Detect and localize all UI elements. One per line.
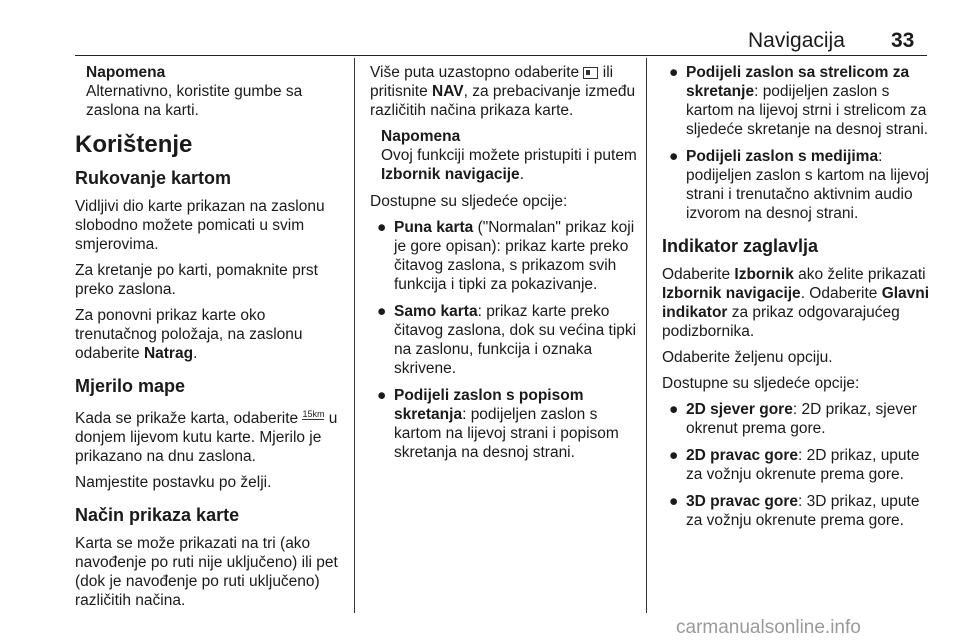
ui-term: Izbornik navigacije xyxy=(381,166,520,183)
bullet-icon: ● xyxy=(669,493,679,510)
list-item: ● 2D sjever gore: 2D prikaz, sjever okrenut prema gore. xyxy=(669,401,917,437)
watermark: carmanualsonline.info xyxy=(676,617,861,638)
paragraph: Odaberite željenu opciju. xyxy=(662,349,833,366)
header-rule xyxy=(75,55,927,56)
subsection-heading: Način prikaza karte xyxy=(75,505,240,526)
options-list xyxy=(662,400,930,530)
subsection-heading: Indikator zaglavlja xyxy=(662,236,819,256)
list-item: ● Samo karta: prikaz karte preko čitavog zaslona, dok su većina tipki na zaslonu, funkcija i oznaka skrivene. xyxy=(377,303,637,377)
paragraph: Više puta uzastopno odaberite ili pritisnite NAV, za prebacivanje između različitih načina prikaza karte. xyxy=(370,64,636,119)
column-1 xyxy=(75,63,347,617)
bullet-icon: ● xyxy=(669,447,679,464)
note-heading: Napomena xyxy=(381,128,461,145)
paragraph: Kada se prikaže karta, odaberite $^{15km}$ u donjem lijevom kutu karte. Mjerilo je prikazano na dnu zaslona. xyxy=(75,409,338,466)
note-text: Ovoj funkciji možete pristupiti i putem Izbornik navigacije. xyxy=(381,147,637,183)
paragraph: Odaberite Izbornik ako želite prikazati Izbornik navigacije. Odaberite Glavni indikator za prikaz odgovarajućeg podizbornika. xyxy=(662,266,930,340)
bullet-icon: ● xyxy=(377,219,387,236)
list-item: ● 3D pravac gore: 3D prikaz, upute za vožnju okrenute prema gore. xyxy=(669,493,920,529)
options-list xyxy=(662,63,930,223)
column-divider-2 xyxy=(646,58,647,613)
bullet-icon: ● xyxy=(669,64,679,81)
map-scale-icon: 15km xyxy=(302,409,325,419)
paragraph: Vidljivi dio karte prikazan na zaslonu slobodno možete pomicati u svim smjerovima. xyxy=(75,198,325,253)
column-2 xyxy=(370,63,638,470)
bullet-icon: ● xyxy=(377,387,387,404)
paragraph: Karta se može prikazati na tri (ako navođenje po ruti nije uključeno) ili pet (dok je navođenje po ruti uključeno) različitih načina. xyxy=(75,535,338,610)
note-box xyxy=(370,127,638,184)
bullet-icon: ● xyxy=(669,401,679,418)
paragraph: Dostupne su sljedeće opcije: xyxy=(370,193,568,210)
note-box xyxy=(75,63,347,120)
note-text: Alternativno, koristite gumbe sa zaslona na karti. xyxy=(86,83,303,119)
paragraph: Dostupne su sljedeće opcije: xyxy=(662,375,860,392)
section-heading: Korištenje xyxy=(75,131,193,158)
list-item: ● Podijeli zaslon s popisom skretanja: podijeljen zaslon s kartom na lijevoj strani i popisom skretanja na desnoj strani. xyxy=(377,387,619,461)
subsection-heading: Rukovanje kartom xyxy=(75,168,232,188)
page-number: 33 xyxy=(891,29,915,52)
paragraph: Za kretanje po karti, pomaknite prst preko zaslona. xyxy=(75,262,318,298)
paragraph: Za ponovni prikaz karte oko trenutačnog položaja, na zaslonu odaberite Natrag. xyxy=(75,307,303,362)
list-item: ● 2D pravac gore: 2D prikaz, upute za vožnju okrenute prema gore. xyxy=(669,447,920,483)
column-3 xyxy=(662,63,930,538)
bullet-icon: ● xyxy=(377,303,387,320)
ui-term: NAV xyxy=(432,83,464,100)
bullet-icon: ● xyxy=(669,148,679,165)
subsection-heading: Mjerilo mape xyxy=(75,376,186,396)
paragraph: Namjestite postavku po želji. xyxy=(75,474,272,492)
map-view-icon xyxy=(583,67,598,79)
list-item: ● Podijeli zaslon sa strelicom za skretanje: podijeljen zaslon s kartom na lijevoj strni i strelicom za sljedeće skretanje na desnoj strani. xyxy=(669,64,929,138)
column-divider-1 xyxy=(354,58,355,613)
running-header-title: Navigacija xyxy=(748,29,845,52)
note-heading: Napomena xyxy=(86,64,166,81)
ui-term: Natrag xyxy=(143,345,194,362)
options-list xyxy=(370,218,638,462)
list-item: ● Puna karta ("Normalan" prikaz koji je gore opisan): prikaz karte preko čitavog zaslona, s prikazom svih funkcija i tipki za pokazivanje. xyxy=(377,219,635,293)
list-item: ● Podijeli zaslon s medijima: podijeljen zaslon s kartom na lijevoj strani i trenutačno aktivnim audio izvorom na desnoj strani. xyxy=(669,148,929,222)
